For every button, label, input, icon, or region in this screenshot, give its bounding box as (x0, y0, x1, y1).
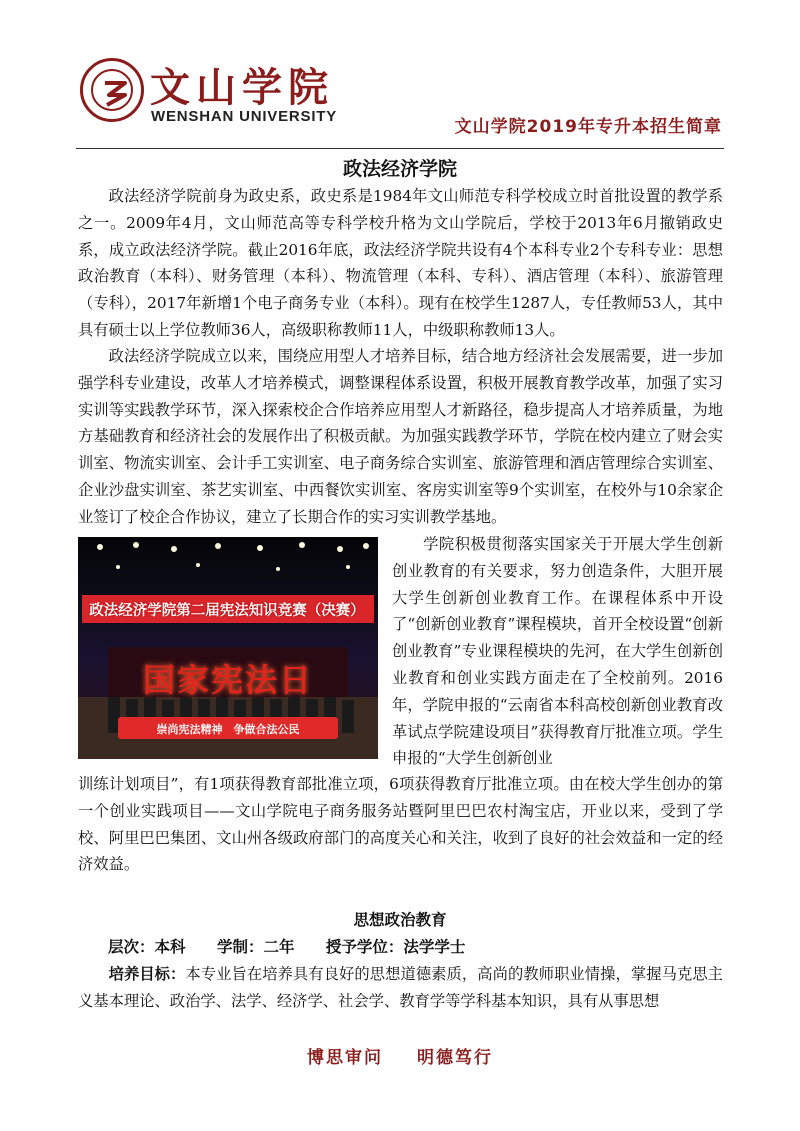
training-goal-label: 培养目标： (108, 965, 186, 983)
degree-value: 法学学士 (403, 938, 466, 956)
logo-english-name: WENSHAN UNIVERSITY (151, 108, 338, 125)
training-goal-text: 本专业旨在培养具有良好的思想道德素质，高尚的教师职业情操，掌握马克思主义基本理论、政治学、法学、经济学、社会学、教育学等学科基本知识，具有从事思想 (78, 965, 723, 1010)
major-title: 思想政治教育 (353, 911, 447, 929)
event-photo (78, 537, 378, 759)
intro-paragraph-2: 政法经济学院成立以来，围绕应用型人才培养目标，结合地方经济社会发展需要，进一步加强学科专业建设，改革人才培养模式，调整课程体系设置，积极开展教育教学改革，加强了实习实训等实践教学环节，深入探索校企合作培养应用型人才新路径，稳步提高人才培养质量，为地方基础教育和经济社会的发展作出了积极贡献。为加强实践教学环节，学院在校内建立了财会实训室、物流实训室、会计手工实训室、电子商务综合实训室、旅游管理和酒店管理综合实训室、企业沙盘实训室、茶艺实训室、中西餐饮实训室、客房实训室等9个实训室，在校外与10余家企业签订了校企合作协议，建立了长期合作的实习实训教学基地。 (78, 347, 723, 526)
level-value: 本科 (154, 938, 186, 956)
logo-emblem-icon (83, 61, 147, 125)
header-divider (76, 148, 724, 149)
intro-paragraph-1: 政法经济学院前身为政史系，政史系是1984年文山师范专科学校成立时首批设置的教学系之一。2009年4月，文山师范高等专科学校升格为文山学院后，学校于2013年6月撤销政史系，成立政法经济学院。截止2016年底，政法经济学院共设有4个本科专业2个专科专业：思想政治教育（本科）、财务管理（本科）、物流管理（本科、专科）、酒店管理（本科）、旅游管理（专科），2017年新增1个电子商务专业（本科）。现有在校学生1287人，专任教师53人，其中具有硕士以上学位教师36人，高级职称教师11人，中级职称教师13人。 (78, 187, 723, 339)
innovation-paragraph-continued: 训练计划项目”，有1项获得教育部批准立项，6项获得教育厅批准立项。由在校大学生创办的第一个创业实践项目——文山学院电子商务服务站暨阿里巴巴农村淘宝店，开业以来，受到了学校、阿里巴巴集团、文山州各级政府部门的高度关心和关注，收到了良好的社会效益和一定的经济效益。 (78, 775, 723, 874)
document-title: 文山学院2019年专升本招生简章 (454, 117, 722, 137)
photo-slogan-text: 崇尚宪法精神 争做合法公民 (156, 723, 300, 736)
university-logo-seal (80, 58, 144, 122)
section-title: 政法经济学院 (342, 158, 457, 180)
duration-label: 学制： (216, 938, 264, 956)
photo-screen-text: 国家宪法日 (142, 661, 313, 699)
logo-chinese-name: 文山学院 (150, 65, 334, 111)
level-label: 层次： (108, 938, 155, 956)
innovation-paragraph-text: 学院积极贯彻落实国家关于开展大学生创新创业教育的有关要求，努力创造条件，大胆开展大学生创新创业教育工作。在课程体系中开设了“创新创业教育”课程模块，首开全校设置“创新创业教育”专业课程模块的先河，在大学生创新创业教育和创业实践方面走在了全校前列。2016年，学院申报的“云南省本科高校创新创业教育改革试点学院建设项目”获得教育厅批准立项。学生申报的“大学生创新创业 (392, 535, 723, 768)
photo-banner-text: 政法经济学院第二届宪法知识竞赛（决赛） (89, 603, 365, 619)
duration-value: 二年 (263, 938, 295, 956)
page-header (0, 0, 800, 160)
training-goal-paragraph (78, 961, 723, 1015)
degree-label: 授予学位： (325, 938, 404, 956)
innovation-paragraph-wrapped (392, 531, 723, 772)
major-meta-line (108, 935, 465, 957)
footer-motto: 博思审问 明德笃行 (307, 1048, 493, 1068)
